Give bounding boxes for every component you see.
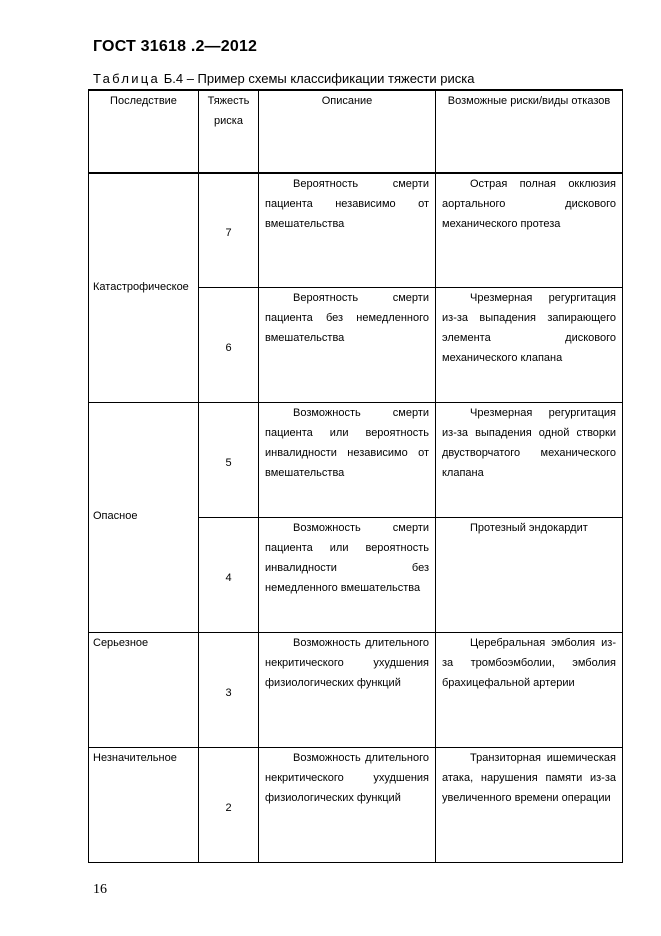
risk-cell <box>436 517 623 632</box>
table-caption-text: Б.4 – Пример схемы классификации тяжести риска <box>163 71 475 86</box>
severity-cell: 5 <box>199 402 259 517</box>
header-severity-line2: риска <box>214 115 243 127</box>
severity-cell: 4 <box>199 517 259 632</box>
severity-cell: 2 <box>199 747 259 862</box>
table-row <box>89 402 623 517</box>
description-text: Возможность длительного некритического ухудшения физиологических функций <box>265 751 429 804</box>
table-caption-prefix: Таблица <box>93 71 161 86</box>
risk-text: Транзиторная ишемическая атака, нарушения памяти из-за увеличенного времени операции <box>442 751 616 804</box>
table-header-row <box>89 90 623 173</box>
risk-text: Церебральная эмболия из-за тромбоэмболии, эмболия брахицефальной артерии <box>442 636 616 689</box>
table-row <box>89 632 623 747</box>
risk-text: Чрезмерная регургитация из-за выпадения одной створки двустворчатого механического клапана <box>442 406 616 479</box>
consequence-label: Опасное <box>93 509 138 522</box>
header-consequence: Последствие <box>89 90 199 173</box>
description-text: Возможность длительного некритического ухудшения физиологических функций <box>265 636 429 689</box>
description-cell <box>259 517 436 632</box>
header-description: Описание <box>259 90 436 173</box>
risk-cell <box>436 287 623 402</box>
risk-text: Острая полная окклюзия аортального дискового механического протеза <box>442 178 616 230</box>
risk-text: Протезный эндокардит <box>470 521 588 534</box>
risk-text: Чрезмерная регургитация из-за выпадения запирающего элемента дискового механического клапана <box>442 291 616 364</box>
description-cell <box>259 632 436 747</box>
consequence-cell <box>89 632 199 747</box>
severity-cell: 3 <box>199 632 259 747</box>
risk-cell <box>436 632 623 747</box>
consequence-cell <box>89 402 199 632</box>
header-risks: Возможные риски/виды отказов <box>436 90 623 173</box>
risk-cell <box>436 402 623 517</box>
table-caption <box>93 71 474 86</box>
header-severity-line1: Тяжесть <box>207 95 250 107</box>
risk-cell <box>436 173 623 287</box>
description-cell <box>259 173 436 287</box>
consequence-label: Катастрофическое <box>93 281 189 293</box>
severity-cell: 7 <box>199 173 259 287</box>
severity-cell: 6 <box>199 287 259 402</box>
consequence-label: Незначительное <box>93 751 177 764</box>
header-severity <box>199 90 259 173</box>
table-row <box>89 747 623 862</box>
description-text: Возможность смерти пациента или вероятность инвалидности независимо от вмешательства <box>265 406 429 479</box>
table-row <box>89 173 623 287</box>
description-text: Вероятность смерти пациента без немедленного вмешательства <box>265 291 429 344</box>
page-number: 16 <box>93 882 107 897</box>
description-cell <box>259 287 436 402</box>
risk-severity-table <box>88 89 623 863</box>
consequence-label: Серьезное <box>93 636 149 649</box>
description-text: Возможность смерти пациента или вероятность инвалидности без немедленного вмешательства <box>265 521 429 594</box>
consequence-cell <box>89 173 199 402</box>
description-cell <box>259 747 436 862</box>
description-cell <box>259 402 436 517</box>
document-title: ГОСТ 31618 .2—2012 <box>93 38 258 55</box>
consequence-cell <box>89 747 199 862</box>
risk-cell <box>436 747 623 862</box>
description-text: Вероятность смерти пациента независимо от вмешательства <box>265 178 429 230</box>
